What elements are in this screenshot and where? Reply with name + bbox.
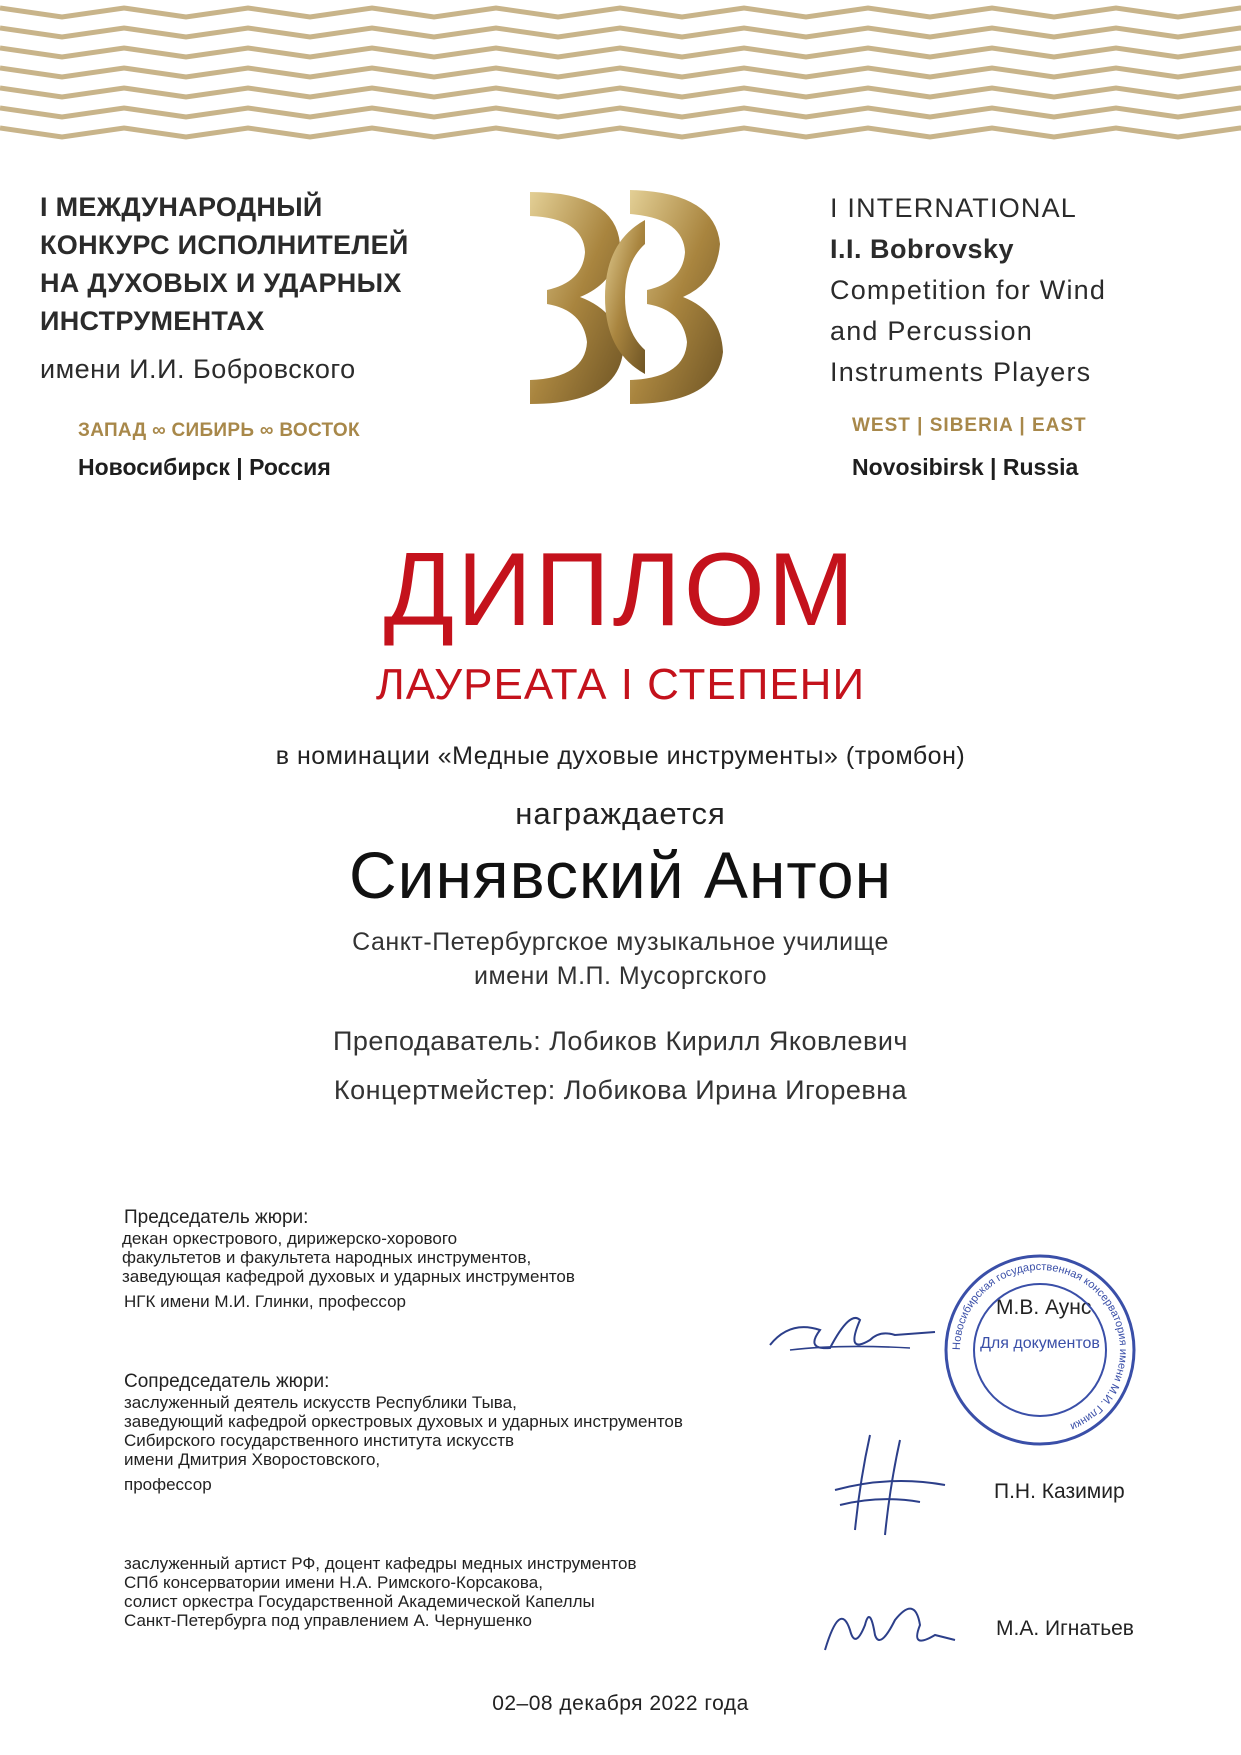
ru-city: Новосибирск | Россия [78,454,331,480]
ru-title-line: КОНКУРС ИСПОЛНИТЕЛЕЙ [40,230,409,260]
jury-member-line: СПб консерватории имени Н.А. Римского-Корсакова, [124,1573,543,1592]
jury-member-line: заслуженный артист РФ, доцент кафедры медных инструментов [124,1554,637,1573]
diploma-degree: ЛАУРЕАТА I СТЕПЕНИ [375,660,866,709]
jury-cochair-role: Сопредседатель жюри: [124,1371,330,1392]
jury-chair-line: факультетов и факультета народных инструментов, [122,1248,532,1267]
competition-dates: 02–08 декабря 2022 года [492,1692,749,1715]
jury-member-line: солист оркестра Государственной Академической Капеллы [124,1592,595,1611]
en-title-line: Competition for Wind [830,275,1107,305]
zigzag-line [0,88,1241,97]
en-competition-title [830,188,1210,393]
jury-chair-line: НГК имени М.И. Глинки, профессор [124,1292,406,1311]
zigzag-line [0,128,1241,137]
jury-member-name: М.А. Игнатьев [996,1617,1134,1640]
en-city: Novosibirsk | Russia [852,454,1079,480]
school [0,925,1241,993]
jury-cochair-block [124,1372,683,1494]
decorative-zigzag-band [0,0,1241,150]
en-region: WEST | SIBERIA | EAST [852,415,1087,436]
ru-subtitle: имени И.И. Бобровского [40,354,356,384]
competition-logo [525,182,725,412]
jury-chair-role: Председатель жюри: [124,1207,309,1228]
nomination: в номинации «Медные духовые инструменты» (тромбон) [275,742,966,770]
ru-title-line: НА ДУХОВЫХ И УДАРНЫХ [40,268,402,298]
jury-cochair-line: заведующий кафедрой оркестровых духовых и ударных инструментов [124,1412,683,1431]
jury-chair-block [122,1208,575,1311]
laureate-name: Синявский Антон [348,838,893,912]
signature-chair-icon [760,1300,940,1370]
zigzag-line [0,28,1241,37]
ru-title-line: I МЕЖДУНАРОДНЫЙ [40,192,323,222]
jury-chair-line: декан оркестрового, дирижерско-хорового [122,1229,458,1248]
zigzag-line [0,8,1241,17]
jury-cochair-line: Сибирского государственного института искусств [124,1431,515,1450]
jury-member-line: Санкт-Петербурга под управлением А. Чернушенко [124,1611,532,1630]
accompanist: Концертмейстер: Лобикова Ирина Игоревна [333,1075,908,1105]
en-title-line: Instruments Players [830,357,1092,387]
en-title-line: and Percussion [830,316,1033,346]
en-title-line: I INTERNATIONAL [830,193,1078,223]
school-line: Санкт-Петербургское музыкальное училище [352,928,889,956]
jury-chair-line: заведующая кафедрой духовых и ударных инструментов [122,1267,575,1286]
ru-title-line: ИНСТРУМЕНТАХ [40,306,265,336]
zigzag-line [0,68,1241,77]
official-stamp-icon [940,1250,1140,1450]
signature-member-icon [820,1590,960,1660]
jury-member-block [124,1554,637,1630]
awarded-label: награждается [515,796,726,831]
teacher: Преподаватель: Лобиков Кирилл Яковлевич [332,1026,909,1056]
jury-cochair-line: заслуженный деятель искусств Республики Тыва, [124,1393,517,1412]
ru-competition-title [40,188,520,340]
jury-cochair-line: имени Дмитрия Хворостовского, [124,1450,381,1469]
stamp-ring-text: Новосибирская государственная консерватория имени М.И. Глинки [950,1260,1130,1433]
jury-cochair-name: П.Н. Казимир [994,1480,1125,1503]
zigzag-line [0,108,1241,117]
school-line: имени М.П. Мусоргского [474,962,767,990]
en-title-line: I.I. Bobrovsky [830,234,1015,264]
diploma-title: ДИПЛОМ [383,532,858,648]
stamp-center-text: Для документов [980,1335,1100,1352]
signature-cochair-icon [830,1430,950,1540]
jury-cochair-line: профессор [124,1475,212,1494]
zigzag-line [0,48,1241,57]
ru-region: ЗАПАД ∞ СИБИРЬ ∞ ВОСТОК [78,420,360,441]
jury-chair-name: М.В. Аунс [996,1296,1092,1319]
